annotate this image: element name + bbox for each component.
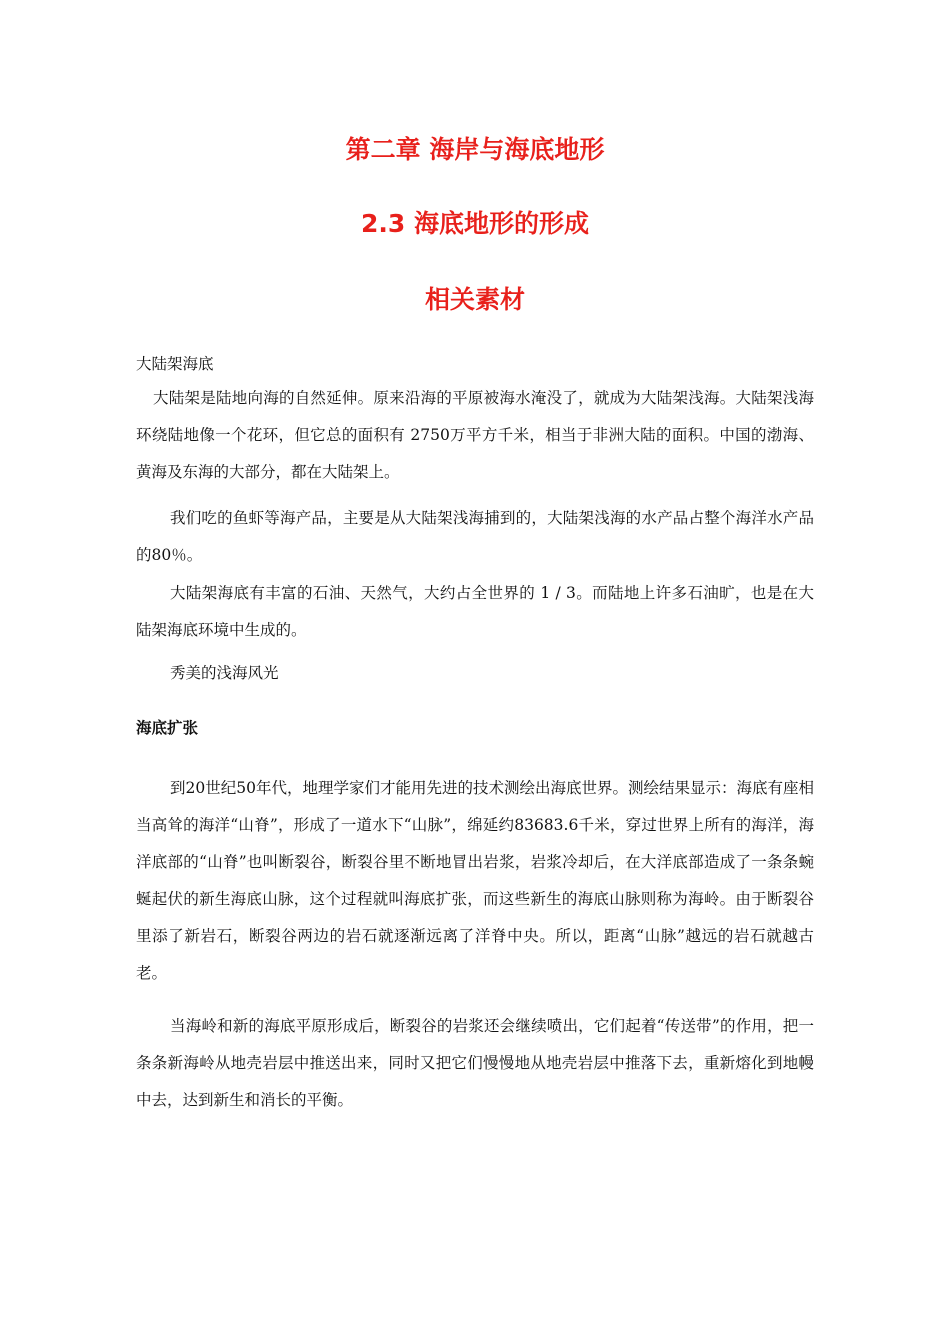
- section1-paragraph-4: 秀美的浅海风光: [170, 664, 279, 682]
- section2-heading: 海底扩张: [136, 719, 199, 737]
- section1-paragraph-3: 大陆架海底有丰富的石油、天然气，大约占全世界的 1 / 3。而陆地上许多石油旷，也是在大陆架海底环境中生成的。: [136, 584, 814, 639]
- section-title: 2.3 海底地形的形成: [361, 209, 589, 238]
- section2-paragraph-1: 到20世纪50年代，地理学家们才能用先进的技术测绘出海底世界。测绘结果显示：海底有座相当高耸的海洋“山脊”，形成了一道水下“山脉”，绵延约83683.6千米，穿过世界上所有的海洋，海洋底部的“山脊”也叫断裂谷，断裂谷里不断地冒出岩浆，岩浆冷却后，在大洋底部造成了一条条蜿蜒起伏的新生海底山脉，这个过程就叫海底扩张，而这些新生的海底山脉则称为海岭。由于断裂谷里添了新岩石，断裂谷两边的岩石就逐渐远离了洋脊中央。所以，距离“山脉”越远的岩石就越古老。: [136, 779, 814, 982]
- subtitle: 相关素材: [424, 285, 525, 314]
- section1-paragraph-2: 我们吃的鱼虾等海产品，主要是从大陆架浅海捕到的，大陆架浅海的水产品占整个海洋水产品的80％。: [136, 509, 814, 564]
- section1-paragraph-1: 大陆架是陆地向海的自然延伸。原来沿海的平原被海水淹没了，就成为大陆架浅海。大陆架浅海环绕陆地像一个花环，但它总的面积有 2750万平方千米，相当于非洲大陆的面积。中国的渤海、黄海及东海的大部分，都在大陆架上。: [136, 389, 814, 481]
- section2-paragraph-2: 当海岭和新的海底平原形成后，断裂谷的岩浆还会继续喷出，它们起着“传送带”的作用，把一条条新海岭从地壳岩层中推送出来，同时又把它们慢慢地从地壳岩层中推落下去，重新熔化到地幔中去，达到新生和消长的平衡。: [136, 1017, 814, 1109]
- chapter-title: 第二章 海岸与海底地形: [345, 135, 605, 164]
- section1-heading: 大陆架海底: [136, 355, 214, 373]
